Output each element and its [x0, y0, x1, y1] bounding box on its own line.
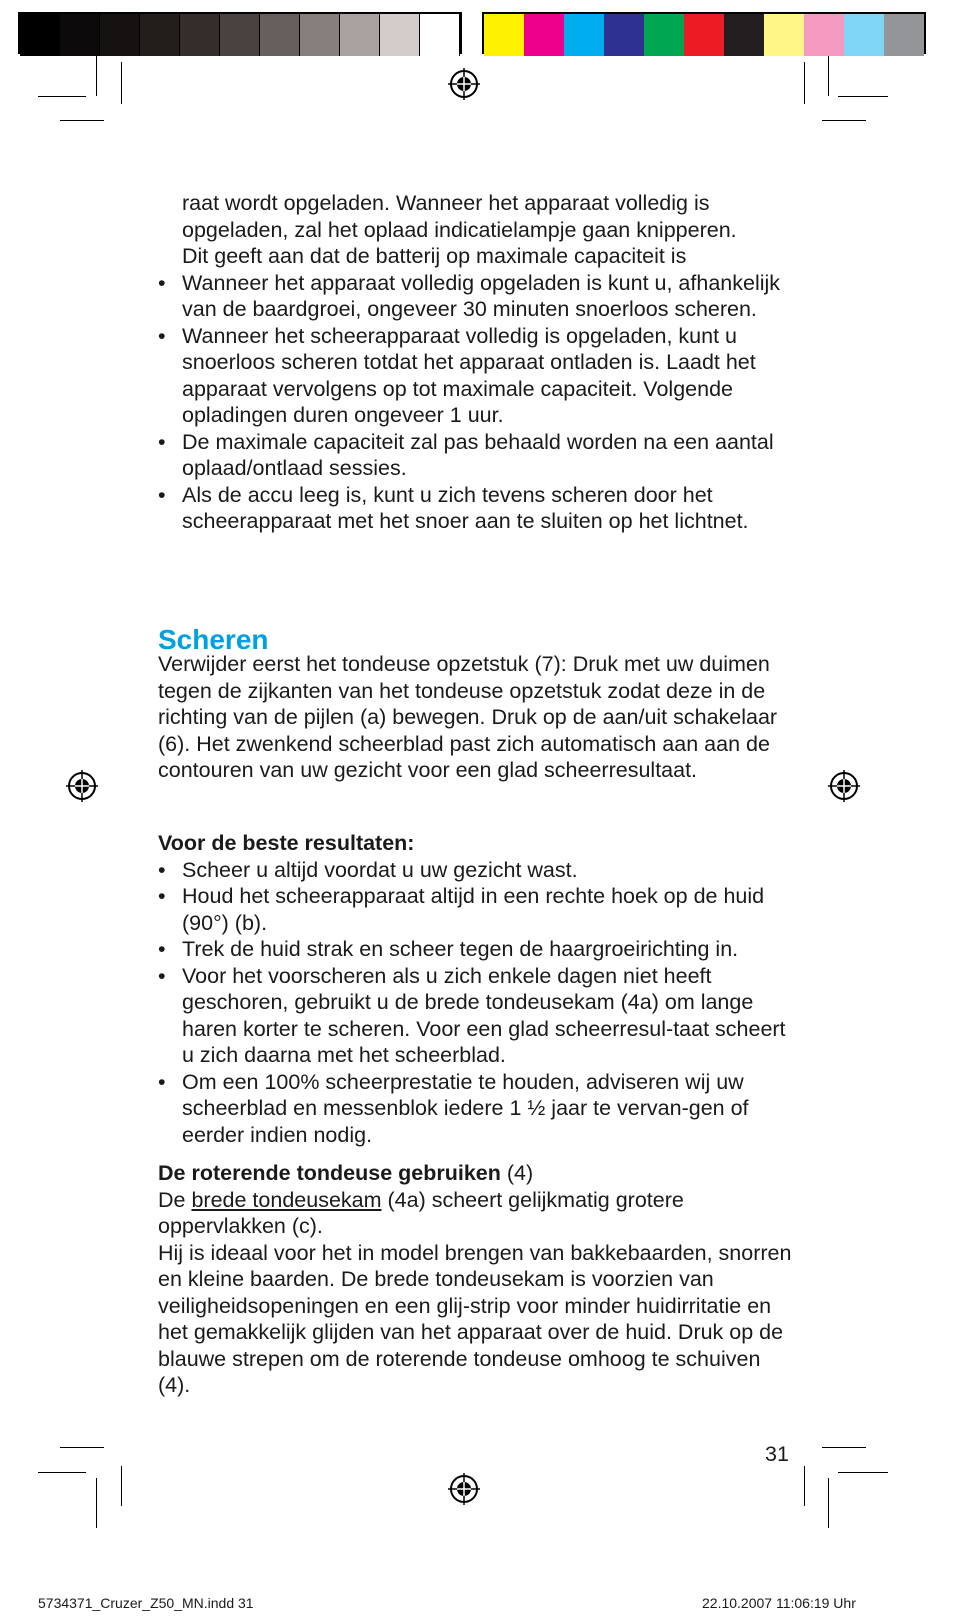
list-item: • Houd het scheerapparaat altijd in een rechte hoek op de huid (90°) (b). — [158, 884, 765, 935]
color-swatch — [564, 14, 604, 56]
color-swatch — [484, 14, 524, 56]
intro-line: Dit geeft aan dat de batterij op maximale capaciteit is — [182, 244, 687, 268]
crop-mark — [38, 96, 86, 97]
process-color-bar — [482, 12, 926, 54]
crop-mark — [38, 1472, 86, 1473]
crop-mark — [822, 1447, 866, 1448]
color-swatch — [140, 14, 180, 56]
crop-mark — [804, 1466, 805, 1506]
crop-mark — [121, 62, 122, 104]
crop-mark — [60, 120, 104, 121]
intro-line: opgeladen, zal het oplaad indicatielampje gaan knipperen. — [182, 217, 737, 242]
list-item: • Wanneer het scheerapparaat volledig is opgeladen, kunt u snoerloos scheren totdat het apparaat ontladen is. Laadt het apparaat vervolgens op tot maximale capaciteit. Volgende opladingen duren ongeveer 1 uur. — [158, 323, 756, 427]
trimmer-block — [158, 1160, 798, 1399]
footer-date: 22.10.2007 11:06:19 Uhr — [702, 1595, 856, 1611]
continued-intro — [158, 190, 798, 270]
trimmer-line: De brede tondeusekam (4a) scheert gelijkmatig grotere oppervlakken (c). — [158, 1187, 684, 1238]
color-swatch — [524, 14, 564, 56]
section-title: Scheren — [158, 624, 269, 655]
intro-line: raat wordt opgeladen. Wanneer het apparaat volledig is — [182, 191, 710, 215]
best-results-heading: Voor de beste resultaten: — [158, 831, 415, 855]
trimmer-paragraph: Hij is ideaal voor het in model brengen van bakkebaarden, snorren en kleine baarden. De brede tondeusekam is voorzien van veiligheidsopeningen en een glij-strip voor minder huidirritatie en het gemakkelijk glijden van het apparaat over de huid. Druk op de blauwe strepen om de roterende tondeuse omhoog te schuiven (4). — [158, 1240, 792, 1397]
section-intro: Verwijder eerst het tondeuse opzetstuk (7): Druk met uw duimen tegen de zijkanten van het tondeuse opzetstuk zodat deze in de richting van de pijlen (a) bewegen. Druk op de aan/uit schakelaar (6). Het zwenkend scheerblad past zich automatisch aan aan de contouren van uw gezicht voor een glad scheerresultaat. — [158, 652, 778, 782]
color-swatch — [260, 14, 300, 56]
color-swatch — [380, 14, 420, 56]
color-swatch — [884, 14, 924, 56]
list-item: • Trek de huid strak en scheer tegen de haargroeirichting in. — [158, 937, 739, 961]
trimmer-heading: De roterende tondeuse gebruiken (4) — [158, 1161, 534, 1185]
color-swatch — [100, 14, 140, 56]
color-swatch — [764, 14, 804, 56]
color-swatch — [420, 14, 460, 56]
registration-mark-icon — [448, 1473, 480, 1505]
crop-mark — [828, 56, 829, 96]
best-results-block — [158, 830, 798, 1148]
footer-file: 5734371_Cruzer_Z50_MN.indd 31 — [38, 1595, 254, 1611]
registration-mark-icon — [448, 68, 480, 100]
color-swatch — [60, 14, 100, 56]
grayscale-color-bar — [18, 12, 462, 54]
page-number: 31 — [765, 1442, 789, 1466]
crop-mark — [96, 1478, 97, 1528]
color-swatch — [604, 14, 644, 56]
crop-mark — [838, 96, 888, 97]
trimmer-link: brede tondeusekam — [191, 1187, 382, 1212]
continued-charging-text — [158, 190, 798, 535]
crop-mark — [828, 1478, 829, 1528]
crop-mark — [96, 56, 97, 96]
list-item: • Voor het voorscheren als u zich enkele dagen niet heeft geschoren, gebruikt u de brede tondeusekam (4a) om lange haren korter te scheren. Voor een glad scheerresul-taat scheert u zich daarna met het scheerblad. — [158, 963, 786, 1067]
list-item: • Als de accu leeg is, kunt u zich tevens scheren door het scheerapparaat met het snoer aan te sluiten op het lichtnet. — [158, 482, 749, 533]
color-swatch — [844, 14, 884, 56]
color-swatch — [684, 14, 724, 56]
crop-mark — [60, 1447, 104, 1448]
list-item: • Scheer u altijd voordat u uw gezicht wast. — [158, 857, 578, 882]
registration-mark-icon — [66, 770, 98, 802]
color-swatch — [644, 14, 684, 56]
crop-mark — [822, 120, 866, 121]
color-swatch — [220, 14, 260, 56]
list-item: • Wanneer het apparaat volledig opgeladen is kunt u, afhankelijk van de baardgroei, ongeveer 30 minuten snoerloos scheren. — [158, 270, 781, 321]
list-item: • Om een 100% scheerprestatie te houden, adviseren wij uw scheerblad en messenblok iedere 1 ½ jaar te vervan-gen of eerder indien nodig. — [158, 1069, 749, 1147]
color-swatch — [724, 14, 764, 56]
color-swatch — [340, 14, 380, 56]
list-item: • De maximale capaciteit zal pas behaald worden na een aantal oplaad/ontlaad sessies. — [158, 429, 774, 480]
color-swatch — [180, 14, 220, 56]
crop-mark — [121, 1466, 122, 1506]
crop-mark — [804, 62, 805, 104]
color-swatch — [804, 14, 844, 56]
color-swatch — [300, 14, 340, 56]
crop-mark — [838, 1472, 888, 1473]
registration-mark-icon — [828, 770, 860, 802]
color-swatch — [20, 14, 60, 56]
